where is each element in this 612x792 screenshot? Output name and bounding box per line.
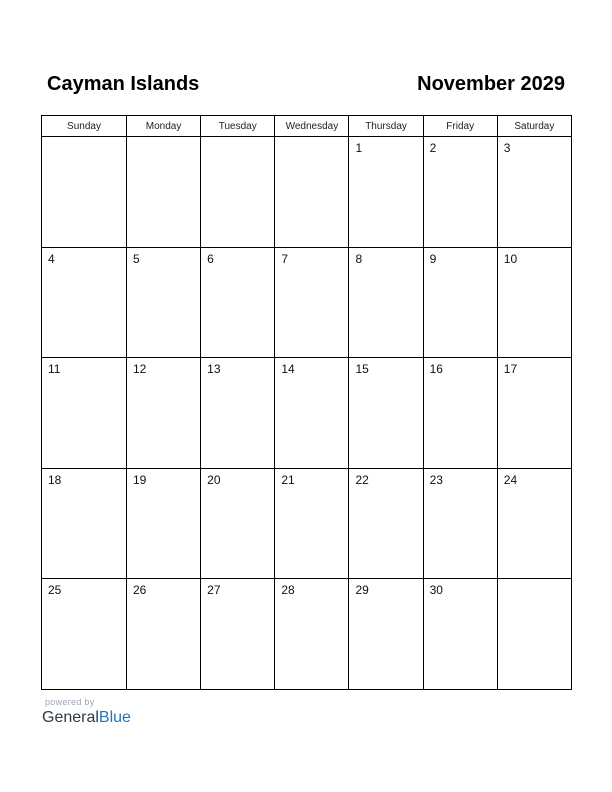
day-cell: 22	[349, 468, 423, 579]
day-cell: 26	[127, 579, 201, 690]
month-year-title: November 2029	[417, 73, 565, 95]
day-cell: 29	[349, 579, 423, 690]
day-cell: 2	[423, 137, 497, 248]
week-row-5	[42, 579, 572, 690]
footer-branding	[42, 697, 131, 728]
day-cell: 13	[201, 358, 275, 469]
country-title: Cayman Islands	[47, 73, 200, 95]
day-cell: 20	[201, 468, 275, 579]
brand-logo	[42, 708, 131, 728]
day-cell	[127, 137, 201, 248]
day-cell: 19	[127, 468, 201, 579]
day-cell	[201, 137, 275, 248]
day-cell: 6	[201, 247, 275, 358]
week-row-2	[42, 247, 572, 358]
day-cell: 3	[497, 137, 571, 248]
weekday-sunday: Sunday	[42, 116, 127, 137]
day-cell: 9	[423, 247, 497, 358]
day-cell: 16	[423, 358, 497, 469]
day-cell	[42, 137, 127, 248]
day-cell: 10	[497, 247, 571, 358]
calendar-grid	[41, 115, 572, 690]
day-cell: 21	[275, 468, 349, 579]
day-cell: 14	[275, 358, 349, 469]
powered-by-text: powered by	[45, 697, 95, 707]
day-cell: 1	[349, 137, 423, 248]
weekday-wednesday: Wednesday	[275, 116, 349, 137]
day-cell: 11	[42, 358, 127, 469]
weekday-saturday: Saturday	[497, 116, 571, 137]
weekday-tuesday: Tuesday	[201, 116, 275, 137]
day-cell: 8	[349, 247, 423, 358]
weekday-monday: Monday	[127, 116, 201, 137]
day-cell	[497, 579, 571, 690]
day-cell: 4	[42, 247, 127, 358]
day-cell: 25	[42, 579, 127, 690]
day-cell: 23	[423, 468, 497, 579]
brand-general-text: General	[42, 709, 99, 726]
day-cell: 5	[127, 247, 201, 358]
day-cell: 24	[497, 468, 571, 579]
day-cell: 12	[127, 358, 201, 469]
week-row-3	[42, 358, 572, 469]
day-cell	[275, 137, 349, 248]
weekday-thursday: Thursday	[349, 116, 423, 137]
weekday-header-row	[42, 116, 572, 137]
day-cell: 17	[497, 358, 571, 469]
day-cell: 30	[423, 579, 497, 690]
week-row-1	[42, 137, 572, 248]
day-cell: 15	[349, 358, 423, 469]
brand-blue-text: Blue	[98, 709, 131, 726]
weekday-friday: Friday	[423, 116, 497, 137]
day-cell: 18	[42, 468, 127, 579]
week-row-4	[42, 468, 572, 579]
day-cell: 7	[275, 247, 349, 358]
day-cell: 28	[275, 579, 349, 690]
day-cell: 27	[201, 579, 275, 690]
